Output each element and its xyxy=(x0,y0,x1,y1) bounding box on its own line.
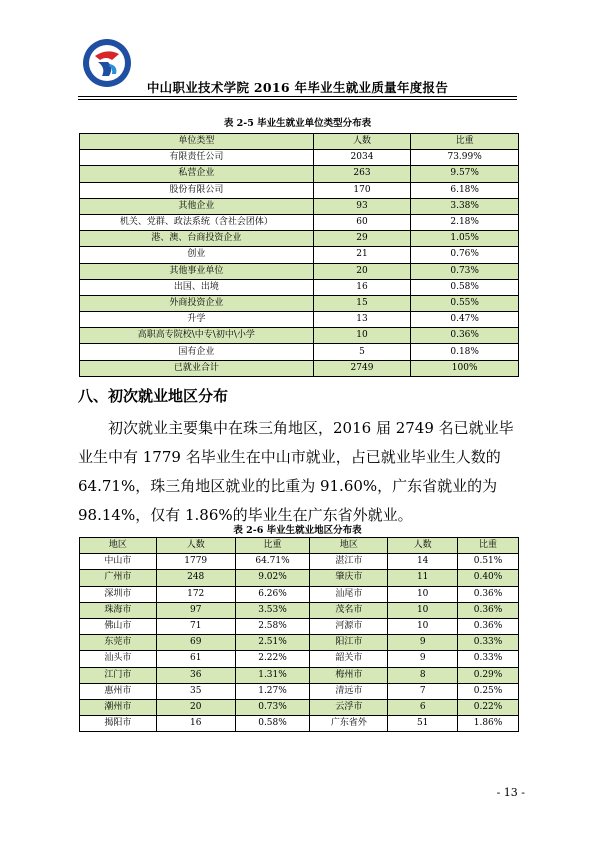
table-cell: 韶关市 xyxy=(310,651,388,667)
table-cell: 高职高专院校\中专\初中\小学 xyxy=(80,328,314,344)
table-cell: 10 xyxy=(388,602,458,618)
table-cell: 14 xyxy=(388,554,458,570)
table-cell: 东莞市 xyxy=(80,635,157,651)
table-cell: 珠海市 xyxy=(80,602,157,618)
table-cell: 20 xyxy=(313,263,411,279)
table-cell: 0.51% xyxy=(458,554,519,570)
table-cell: 2.18% xyxy=(411,214,519,230)
table-cell: 2.58% xyxy=(235,618,310,634)
table-cell: 7 xyxy=(388,683,458,699)
column-header: 比重 xyxy=(458,538,519,554)
table-header-row xyxy=(80,538,519,554)
table-cell: 13 xyxy=(313,312,411,328)
table-cell: 6 xyxy=(388,699,458,715)
table-cell: 71 xyxy=(156,618,235,634)
table-row xyxy=(80,699,519,715)
table-cell: 3.38% xyxy=(411,198,519,214)
table-cell: 0.47% xyxy=(411,312,519,328)
table-cell: 2034 xyxy=(313,150,411,166)
table-cell: 10 xyxy=(388,618,458,634)
table-cell: 263 xyxy=(313,166,411,182)
table-cell: 9.02% xyxy=(235,570,310,586)
table-row xyxy=(80,198,519,214)
table-cell: 0.29% xyxy=(458,667,519,683)
table-cell: 11 xyxy=(388,570,458,586)
table-cell: 5 xyxy=(313,344,411,360)
table26-caption: 表 2-6 毕业生就业地区分布表 xyxy=(233,525,362,536)
table-cell: 100% xyxy=(411,360,519,376)
table-row xyxy=(80,651,519,667)
table-cell: 0.58% xyxy=(411,279,519,295)
table-row xyxy=(80,667,519,683)
table-cell: 2749 xyxy=(313,360,411,376)
table-cell: 6.26% xyxy=(235,586,310,602)
table-cell: 0.25% xyxy=(458,683,519,699)
table-cell: 1.31% xyxy=(235,667,310,683)
table-cell: 汕尾市 xyxy=(310,586,388,602)
table-cell: 其他事业单位 xyxy=(80,263,314,279)
table-cell: 0.22% xyxy=(458,699,519,715)
table-cell: 170 xyxy=(313,182,411,198)
page-number: - 13 - xyxy=(496,786,525,799)
table-cell: 0.36% xyxy=(411,328,519,344)
table-row xyxy=(80,182,519,198)
table-cell: 0.33% xyxy=(458,651,519,667)
table-cell: 港、澳、台商投资企业 xyxy=(80,231,314,247)
table-cell: 1.27% xyxy=(235,683,310,699)
table-row xyxy=(80,344,519,360)
column-header: 人数 xyxy=(388,538,458,554)
table-body xyxy=(80,554,519,732)
table-cell: 云浮市 xyxy=(310,699,388,715)
table-cell: 升学 xyxy=(80,312,314,328)
table-cell: 6.18% xyxy=(411,182,519,198)
table-row xyxy=(80,602,519,618)
table-cell: 中山市 xyxy=(80,554,157,570)
table-cell: 其他企业 xyxy=(80,198,314,214)
header-divider xyxy=(78,96,517,97)
table-row xyxy=(80,214,519,230)
table-cell: 1779 xyxy=(156,554,235,570)
table-cell: 93 xyxy=(313,198,411,214)
table-cell: 惠州市 xyxy=(80,683,157,699)
table-cell: 梅州市 xyxy=(310,667,388,683)
table-cell: 已就业合计 xyxy=(80,360,314,376)
table-cell: 肇庆市 xyxy=(310,570,388,586)
table-cell: 江门市 xyxy=(80,667,157,683)
table-cell: 汕头市 xyxy=(80,651,157,667)
table-row xyxy=(80,279,519,295)
table-row xyxy=(80,328,519,344)
table-cell: 深圳市 xyxy=(80,586,157,602)
region-table xyxy=(79,537,519,732)
table-cell: 湛江市 xyxy=(310,554,388,570)
table-row xyxy=(80,231,519,247)
table-row xyxy=(80,570,519,586)
table-cell: 0.76% xyxy=(411,247,519,263)
table-row xyxy=(80,683,519,699)
table-cell: 73.99% xyxy=(411,150,519,166)
table-cell: 15 xyxy=(313,295,411,311)
table-cell: 0.73% xyxy=(235,699,310,715)
column-header: 人数 xyxy=(313,134,411,150)
table-cell: 10 xyxy=(313,328,411,344)
column-header: 单位类型 xyxy=(80,134,314,150)
table-cell: 248 xyxy=(156,570,235,586)
table-cell: 0.55% xyxy=(411,295,519,311)
table-cell: 21 xyxy=(313,247,411,263)
table-cell: 1.86% xyxy=(458,716,519,732)
table-cell: 佛山市 xyxy=(80,618,157,634)
table-cell: 茂名市 xyxy=(310,602,388,618)
table-cell: 广东省外 xyxy=(310,716,388,732)
table-cell: 0.58% xyxy=(235,716,310,732)
table-row xyxy=(80,360,519,376)
table-row xyxy=(80,166,519,182)
table-cell: 股份有限公司 xyxy=(80,182,314,198)
table-cell: 0.36% xyxy=(458,618,519,634)
table-cell: 广州市 xyxy=(80,570,157,586)
table-row xyxy=(80,247,519,263)
table-cell: 97 xyxy=(156,602,235,618)
table-row xyxy=(80,312,519,328)
table-cell: 69 xyxy=(156,635,235,651)
table-cell: 8 xyxy=(388,667,458,683)
employer-type-table xyxy=(79,133,519,377)
table-cell: 揭阳市 xyxy=(80,716,157,732)
column-header: 地区 xyxy=(80,538,157,554)
table-row xyxy=(80,618,519,634)
table-cell: 潮州市 xyxy=(80,699,157,715)
table-cell: 国有企业 xyxy=(80,344,314,360)
column-header: 比重 xyxy=(235,538,310,554)
table-cell: 0.36% xyxy=(458,586,519,602)
table-cell: 60 xyxy=(313,214,411,230)
table-cell: 河源市 xyxy=(310,618,388,634)
table-cell: 2.22% xyxy=(235,651,310,667)
table-row xyxy=(80,295,519,311)
table-cell: 172 xyxy=(156,586,235,602)
table-cell: 0.33% xyxy=(458,635,519,651)
table-cell: 9 xyxy=(388,635,458,651)
table-cell: 20 xyxy=(156,699,235,715)
column-header: 人数 xyxy=(156,538,235,554)
paragraph-line: 业生中有 1779 名毕业生在中山市就业，占已就业毕业生人数的 xyxy=(78,448,501,466)
table-body xyxy=(80,150,519,377)
table-cell: 9.57% xyxy=(411,166,519,182)
table-header-row xyxy=(80,134,519,150)
table-cell: 私营企业 xyxy=(80,166,314,182)
table-cell: 清远市 xyxy=(310,683,388,699)
section-heading: 八、初次就业地区分布 xyxy=(78,387,229,405)
table-row xyxy=(80,716,519,732)
table-cell: 0.36% xyxy=(458,602,519,618)
paragraph-line: 98.14%，仅有 1.86%的毕业生在广东省外就业。 xyxy=(78,506,413,524)
table-cell: 出国、出境 xyxy=(80,279,314,295)
table-cell: 16 xyxy=(156,716,235,732)
table-row xyxy=(80,150,519,166)
table-cell: 16 xyxy=(313,279,411,295)
table-cell: 1.05% xyxy=(411,231,519,247)
table-cell: 9 xyxy=(388,651,458,667)
table-cell: 36 xyxy=(156,667,235,683)
table-row xyxy=(80,635,519,651)
table-cell: 创业 xyxy=(80,247,314,263)
table-cell: 51 xyxy=(388,716,458,732)
table-cell: 10 xyxy=(388,586,458,602)
paragraph-line: 初次就业主要集中在珠三角地区，2016 届 2749 名已就业毕 xyxy=(108,419,514,437)
header-divider-thin xyxy=(78,99,517,100)
table-cell: 0.18% xyxy=(411,344,519,360)
column-header: 地区 xyxy=(310,538,388,554)
table-cell: 外商投资企业 xyxy=(80,295,314,311)
table-cell: 35 xyxy=(156,683,235,699)
table-row xyxy=(80,263,519,279)
table-cell: 0.40% xyxy=(458,570,519,586)
report-title: 中山职业技术学院 2016 年毕业生就业质量年度报告 xyxy=(146,80,449,95)
table25-caption: 表 2-5 毕业生就业单位类型分布表 xyxy=(223,118,372,129)
table-row xyxy=(80,554,519,570)
column-header: 比重 xyxy=(411,134,519,150)
table-row xyxy=(80,586,519,602)
table-cell: 有限责任公司 xyxy=(80,150,314,166)
section-paragraph xyxy=(78,414,518,530)
table-cell: 61 xyxy=(156,651,235,667)
paragraph-line: 64.71%，珠三角地区就业的比重为 91.60%，广东省就业的为 xyxy=(78,477,498,495)
table-cell: 阳江市 xyxy=(310,635,388,651)
table-cell: 29 xyxy=(313,231,411,247)
table-cell: 0.73% xyxy=(411,263,519,279)
table-cell: 3.53% xyxy=(235,602,310,618)
table-cell: 机关、党群、政法系统（含社会团体） xyxy=(80,214,314,230)
table-cell: 2.51% xyxy=(235,635,310,651)
table-cell: 64.71% xyxy=(235,554,310,570)
